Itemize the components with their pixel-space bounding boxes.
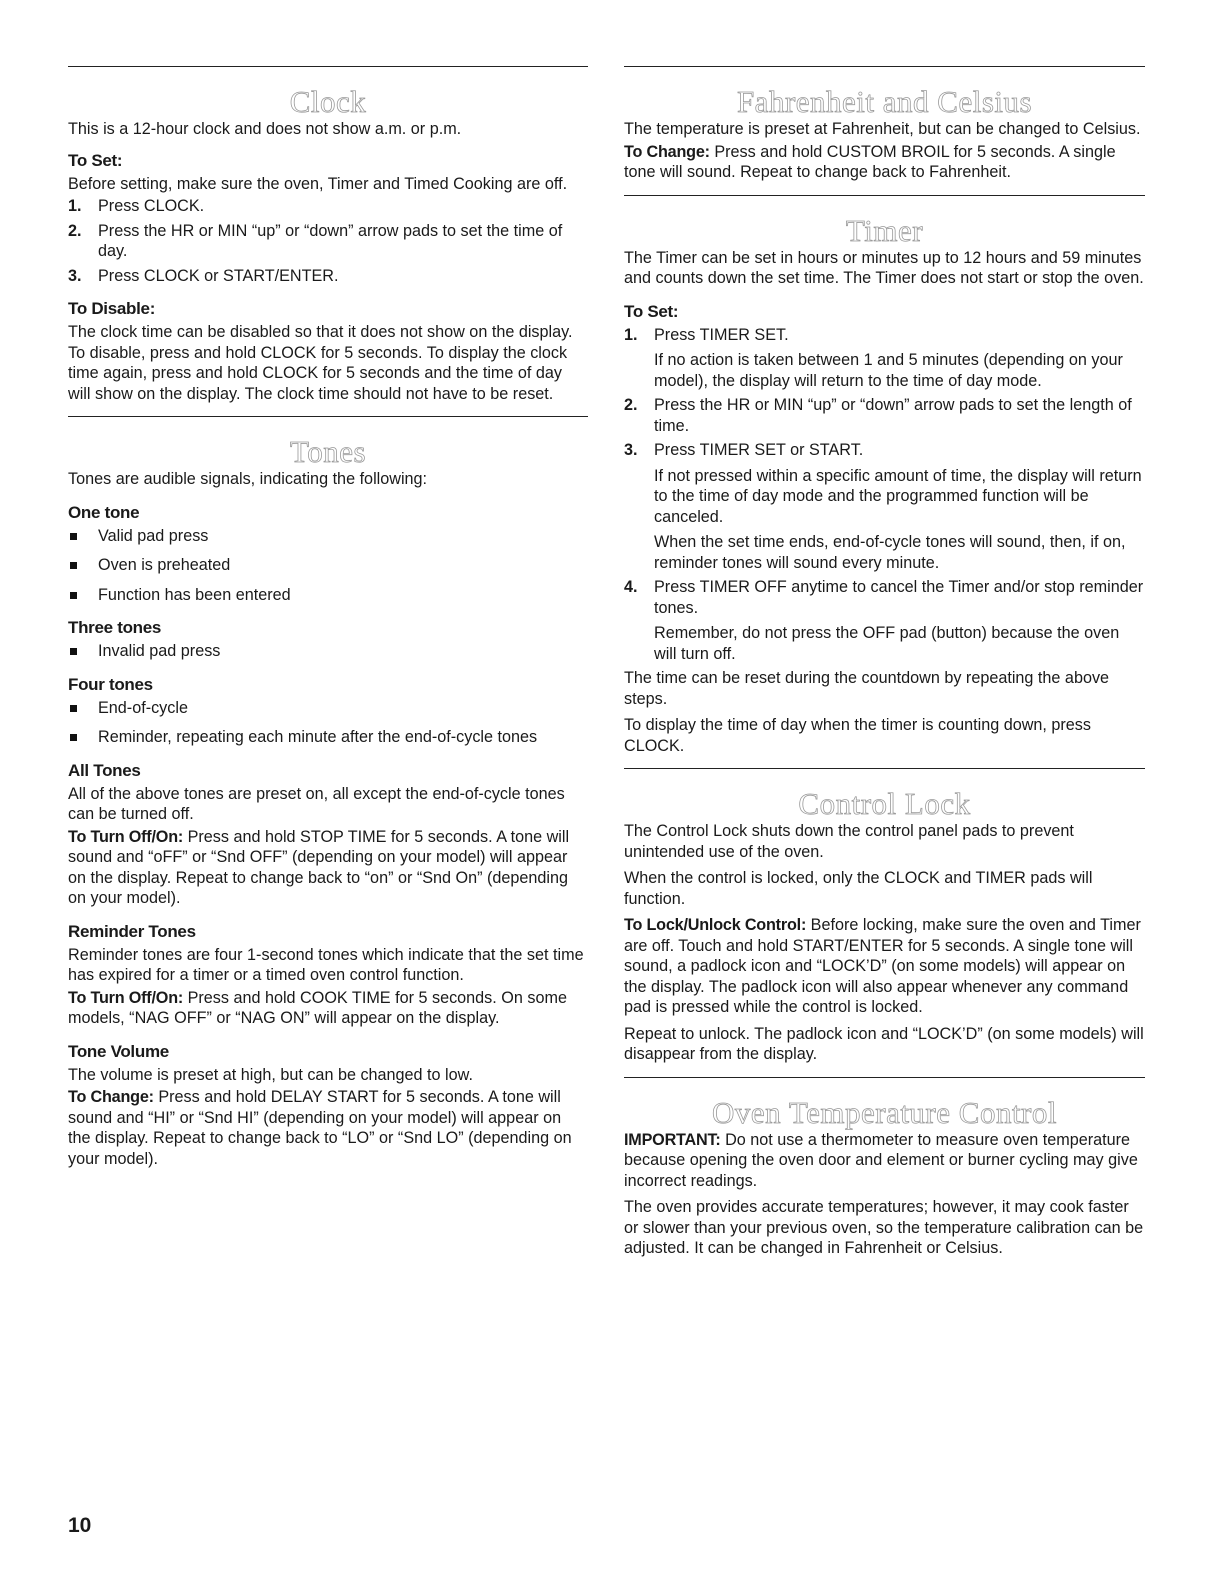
inline-text: Do not use a thermometer to measure oven temperature because opening the oven door and element or burner cycling may give incorrect readings. [624, 1130, 1138, 1190]
subheading: Three tones [68, 618, 162, 637]
control-lock-section [624, 768, 1145, 1065]
list-item-text: Invalid pad press [98, 642, 221, 660]
subheading: All Tones [68, 760, 141, 780]
inline-text: Press and hold DELAY START for 5 seconds. A tone will sound and “HI” or “Snd HI” (depending on your model) will appear on the display. Repeat to change back to “LO” or “Snd LO” (depending on your model). [68, 1088, 572, 1168]
step-number: 4. [624, 578, 638, 596]
bullet-icon [70, 648, 77, 655]
oven-temp-accuracy: The oven provides accurate temperatures; however, it may cook faster or slower than your previous oven, so the temperature calibration can be adjusted. It can be changed in Fahrenheit or Celsius. [624, 1198, 1144, 1257]
list-item [68, 698, 588, 719]
step-number: 1. [624, 325, 638, 344]
all-tones-text: All of the above tones are preset on, all except the end-of-cycle tones can be turned off. [68, 784, 565, 823]
step-text: Press CLOCK. [98, 197, 205, 215]
step-note: When the set time ends, end-of-cycle tones will sound, then, if on, reminder tones will sound every minute. [654, 533, 1126, 572]
step-item [624, 395, 1145, 436]
clock-set-text: Before setting, make sure the oven, Timer and Timed Cooking are off. [68, 174, 568, 193]
inline-label: To Change: [624, 142, 710, 161]
list-item-text: End-of-cycle [98, 698, 188, 717]
step-text: Press TIMER SET. [654, 325, 789, 344]
step-text: Press CLOCK or START/ENTER. [98, 266, 339, 285]
list-item-text: Oven is preheated [98, 556, 231, 574]
timer-reset-text: The time can be reset during the countdown by repeating the above steps. [624, 669, 1110, 708]
bullet-list [68, 641, 588, 662]
section-title: Oven Temperature Control [712, 1094, 1057, 1130]
subheading: Reminder Tones [68, 921, 196, 941]
section-title: Timer [845, 212, 924, 248]
step-note: If no action is taken between 1 and 5 minutes (depending on your model), the display will return to the time of day mode. [654, 351, 1123, 390]
inline-label: To Lock/Unlock Control: [624, 916, 807, 934]
fahrenheit-change [624, 142, 1145, 183]
step-text: Press TIMER OFF anytime to cancel the Timer and/or stop reminder tones. [654, 578, 1144, 617]
bullet-icon [70, 705, 77, 712]
step-item [624, 440, 1145, 573]
clock-section [68, 66, 588, 404]
section-title: Clock [289, 84, 367, 119]
step-item [68, 221, 588, 262]
section-title: Tones [289, 434, 367, 469]
timer-display-text: To display the time of day when the timer is counting down, press CLOCK. [624, 716, 1091, 755]
inline-text: Press and hold STOP TIME for 5 seconds. A tone will sound and “oFF” or “Snd OFF” (depending on your model) will appear on the display. Repeat to change back to “on” or “Snd On” (depending on your model). [68, 827, 570, 907]
inline-label: IMPORTANT: [624, 1130, 721, 1149]
oven-temp-important [624, 1130, 1145, 1192]
section-title: Control Lock [798, 786, 971, 821]
fahrenheit-section [624, 66, 1145, 183]
list-item [68, 727, 588, 748]
step-note: If not pressed within a specific amount of time, the display will return to the time of day mode and the programmed function will be canceled. [654, 466, 1142, 526]
subheading: To Set: [68, 150, 123, 170]
section-title: Fahrenheit and Celsius [736, 84, 1033, 119]
subheading: One tone [68, 502, 140, 522]
list-item [68, 526, 588, 547]
reminder-turn [68, 988, 588, 1029]
reminder-text: Reminder tones are four 1-second tones which indicate that the set time has expired for a timer or a timed oven control function. [68, 945, 584, 984]
inline-label: To Change: [68, 1088, 154, 1106]
control-lock-unlock: Repeat to unlock. The padlock icon and “LOCK’D” (on some models) will disappear from the display. [624, 1024, 1144, 1063]
timer-section [624, 195, 1145, 757]
tones-intro: Tones are audible signals, indicating the following: [68, 470, 428, 488]
step-number: 3. [68, 266, 82, 285]
left-column [68, 66, 588, 1171]
list-item-text: Function has been entered [98, 585, 291, 604]
list-item [68, 585, 588, 606]
bullet-icon [70, 734, 77, 741]
step-text: Press TIMER SET or START. [654, 441, 864, 459]
step-note: Remember, do not press the OFF pad (button) because the oven will turn off. [654, 624, 1120, 663]
control-lock-intro: The Control Lock shuts down the control panel pads to prevent unintended use of the oven. [624, 822, 1074, 861]
page-number: 10 [68, 1514, 92, 1537]
all-tones-turn [68, 827, 588, 909]
clock-steps [68, 196, 588, 286]
bullet-list [68, 698, 588, 748]
bullet-list [68, 526, 588, 606]
volume-text: The volume is preset at high, but can be changed to low. [68, 1065, 473, 1084]
bullet-icon [70, 592, 77, 599]
inline-text: Press and hold CUSTOM BROIL for 5 seconds. A single tone will sound. Repeat to change back to Fahrenheit. [624, 142, 1116, 181]
tones-section [68, 416, 588, 1169]
clock-disable-text: The clock time can be disabled so that it does not show on the display. To disable, press and hold CLOCK for 5 seconds. To display the clock time again, press and hold CLOCK for 5 seconds and the time of day will show on the display. The clock time should not have to be reset. [68, 323, 573, 403]
list-item [68, 641, 588, 662]
subheading: Tone Volume [68, 1041, 169, 1061]
step-number: 2. [68, 221, 82, 240]
volume-change [68, 1087, 588, 1169]
step-text: Press the HR or MIN “up” or “down” arrow pads to set the length of time. [654, 396, 1132, 435]
oven-temp-section [624, 1077, 1145, 1259]
clock-intro: This is a 12-hour clock and does not show a.m. or p.m. [68, 120, 462, 138]
step-text: Press the HR or MIN “up” or “down” arrow pads to set the time of day. [98, 221, 563, 260]
subheading: Four tones [68, 674, 153, 694]
step-item [68, 196, 588, 217]
step-number: 2. [624, 396, 638, 414]
step-item [68, 266, 588, 287]
subheading: To Disable: [68, 299, 156, 318]
inline-label: To Turn Off/On: [68, 827, 184, 846]
timer-steps [624, 325, 1145, 665]
right-column [624, 66, 1145, 1261]
inline-text: Before locking, make sure the oven and Timer are off. Touch and hold START/ENTER for 5 seconds. A single tone will sound, a padlock icon and “LOCK’D” (on some models) will appear on the display. The padlock icon will also appear whenever any command pad is pressed while the control is locked. [624, 916, 1141, 1016]
control-lock-locked: When the control is locked, only the CLOCK and TIMER pads will function. [624, 869, 1093, 908]
fahrenheit-intro: The temperature is preset at Fahrenheit, but can be changed to Celsius. [624, 120, 1141, 138]
step-item [624, 577, 1145, 664]
list-item [68, 555, 588, 576]
subheading: To Set: [624, 301, 679, 321]
list-item-text: Valid pad press [98, 526, 209, 545]
inline-label: To Turn Off/On: [68, 988, 184, 1007]
step-item [624, 325, 1145, 392]
timer-intro: The Timer can be set in hours or minutes up to 12 hours and 59 minutes and counts down the set time. The Timer does not start or stop the oven. [624, 248, 1144, 287]
list-item-text: Reminder, repeating each minute after the end-of-cycle tones [98, 728, 538, 746]
step-number: 3. [624, 441, 638, 459]
step-number: 1. [68, 197, 82, 215]
control-lock-instructions [624, 915, 1145, 1018]
bullet-icon [70, 533, 77, 540]
inline-text: Press and hold COOK TIME for 5 seconds. On some models, “NAG OFF” or “NAG ON” will appear on the display. [68, 988, 567, 1027]
bullet-icon [70, 562, 77, 569]
